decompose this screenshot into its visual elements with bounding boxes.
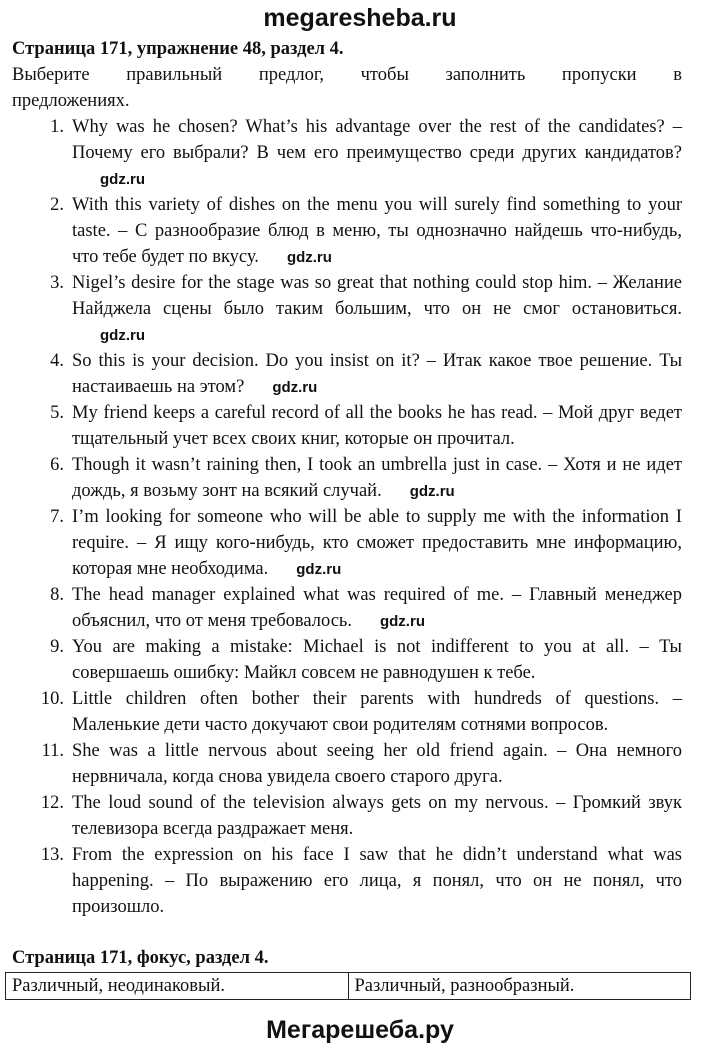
item-text: Though it wasn’t raining then, I took an umbrella just in case. – Хотя и не идет дождь, я возьму зонт на всякий случай. [72,455,682,501]
watermark: gdz.ru [100,171,145,188]
watermark: gdz.ru [100,327,145,344]
item-number: 8. [50,585,64,605]
exercise-intro [12,62,682,114]
item-text: The head manager explained what was required of me. – Главный менеджер объяснил, что от меня требовалось. [72,585,682,631]
exercise [12,36,682,920]
item-number: 4. [50,351,64,371]
list-item [12,452,682,504]
item-text: So this is your decision. Do you insist on it? – Итак какое твое решение. Ты настаиваешь на этом? [72,351,682,397]
item-text: She was a little nervous about seeing her old friend again. – Она немного нервничала, когда снова увидела своего старого друга. [72,741,682,787]
item-text: My friend keeps a careful record of all the books he has read. – Мой друг ведет тщательный учет всех своих книг, которые он прочитал. [72,403,682,449]
list-item [12,738,682,790]
site-header: megaresheba.ru [263,4,457,32]
list-item [12,400,682,452]
list-item [12,790,682,842]
watermark: gdz.ru [272,379,318,396]
answer-list [12,114,682,920]
list-item [12,582,682,634]
item-text: Why was he chosen? What’s his advantage over the rest of the candidates? – Почему его выбрали? В чем его преимущество среди других кандидатов? [72,117,682,163]
list-item [12,192,682,270]
item-text: I’m looking for someone who will be able to supply me with the information I require. – Я ищу кого-нибудь, кто сможет предоставить мне информацию, которая мне необходима. [72,507,682,579]
exercise-title: Страница 171, упражнение 48, раздел 4. [12,39,344,59]
item-text: The loud sound of the television always gets on my nervous. – Громкий звук телевизора всегда раздражает меня. [72,793,682,839]
list-item [12,270,682,348]
site-footer: Мегарешеба.ру [266,1016,454,1044]
watermark: gdz.ru [286,249,332,266]
table-row [6,973,691,1000]
item-number: 2. [50,195,64,215]
item-number: 13. [40,845,64,865]
item-number: 11. [41,741,64,761]
table-cell: Различный, неодинаковый. [6,973,349,1000]
item-number: 3. [50,273,64,293]
watermark: gdz.ru [379,613,425,630]
list-item [12,634,682,686]
item-number: 1. [50,117,64,137]
item-text: You are making a mistake: Michael is not indifferent to you at all. – Ты совершаешь ошибку: Майкл совсем не равнодушен к тебе. [72,637,682,683]
list-item [12,114,682,192]
item-number: 6. [50,455,64,475]
watermark: gdz.ru [409,483,455,500]
watermark: gdz.ru [296,561,342,578]
item-number: 9. [50,637,64,657]
table-cell: Различный, разнообразный. [348,973,691,1000]
item-text: Little children often bother their parents with hundreds of questions. – Маленькие дети часто докучают свои родителям сотнями вопросов. [72,689,682,735]
item-text: From the expression on his face I saw that he didn’t understand what was happening. – По выражению его лица, я понял, что он не понял, что произошло. [72,845,682,917]
list-item [12,686,682,738]
item-number: 12. [40,793,64,813]
intro-line: Выберите правильный предлог, чтобы заполнить пропуски в [12,65,682,85]
item-number: 7. [50,507,64,527]
list-item [12,348,682,400]
focus-table [5,972,691,1000]
list-item [12,842,682,920]
focus-title: Страница 171, фокус, раздел 4. [12,948,269,968]
list-item [12,504,682,582]
intro-line: предложениях. [12,91,130,111]
item-text: With this variety of dishes on the menu you will surely find something to your taste. – С разнообразие блюд в меню, ты однозначно найдешь что-нибудь, что тебе будет по вкусу. [72,195,682,267]
item-number: 10. [40,689,64,709]
item-number: 5. [50,403,64,423]
item-text: Nigel’s desire for the stage was so great that nothing could stop him. – Желание Найджела сцены было таким большим, что он не смог остановиться. [72,273,682,319]
